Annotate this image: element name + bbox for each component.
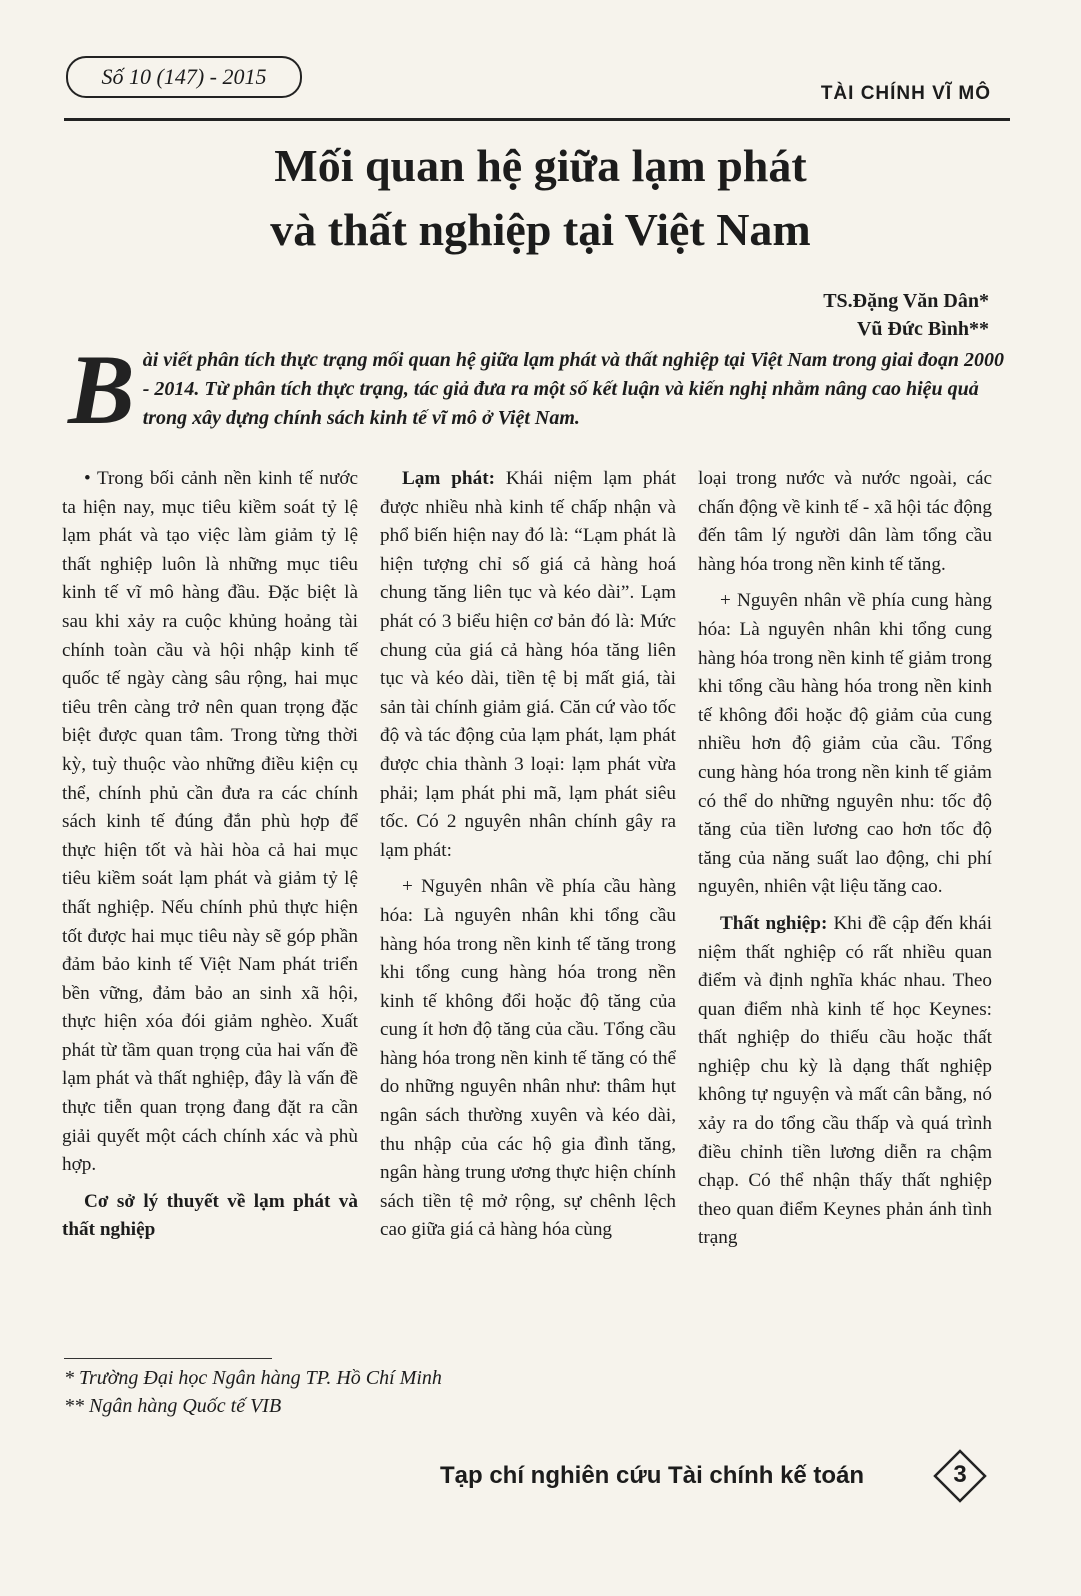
inflation-lead: Lạm phát: [402, 468, 495, 489]
title-line-2: và thất nghiệp tại Việt Nam [270, 204, 811, 255]
footnote-2: ** Ngân hàng Quốc tế VIB [64, 1395, 282, 1417]
footnote-1: * Trường Đại học Ngân hàng TP. Hồ Chí Minh [64, 1367, 442, 1389]
inflation-text: Khái niệm lạm phát được nhiều nhà kinh tế chấp nhận và phổ biến hiện nay đó là: “Lạm phát là hiện tượng chỉ số giá cả hàng hoá chung tăng liên tục và kéo dài”. Lạm phát có 3 biểu hiện cơ bản đó là: Mức chung của giá cả hàng hóa tăng liên tục và kéo dài, tiền tệ bị mất giá, tài sản tài chính giảm giá. Căn cứ vào tốc độ và tác động của lạm phát, lạm phát được chia thành 3 loại: lạm phát vừa phải; lạm phát phi mã, lạm phát siêu tốc. Có 2 nguyên nhân chính gây ra lạm phát: [380, 468, 676, 861]
unemployment-paragraph [698, 910, 992, 1253]
abstract-text: ài viết phân tích thực trạng mối quan hệ giữa lạm phát và thất nghiệp tại Việt Nam trong giai đoạn 2000 - 2014. Từ phân tích thực trạng, tác giả đưa ra một số kết luận và kiến nghị nhằm nâng cao hiệu quả trong xây dựng chính sách kinh tế vĩ mô ở Việt Nam. [142, 349, 1005, 429]
column-3 [698, 465, 992, 1261]
demand-cause-paragraph: + Nguyên nhân về phía cầu hàng hóa: Là nguyên nhân khi tổng cầu hàng hóa trong nền kinh tế tăng trong khi tổng cung hàng hóa trong nền kinh tế không đổi hoặc độ tăng của cung ít hơn độ tăng của cầu. Tổng cầu hàng hóa trong nền kinh tế tăng có thể do những nguyên nhân như: thâm hụt ngân sách thường xuyên và kéo dài, thu nhập của các hộ gia đình tăng, ngân hàng trung ương thực hiện chính sách tiền tệ mở rộng, sự chênh lệch cao giữa giá cả hàng hóa cùng [380, 876, 676, 1241]
section-label: TÀI CHÍNH VĨ MÔ [820, 83, 991, 104]
column-2 [380, 465, 676, 1253]
page-number-badge [932, 1448, 988, 1504]
author-2: Vũ Đức Bình** [856, 318, 989, 340]
intro-paragraph: • Trong bối cảnh nền kinh tế nước ta hiện nay, mục tiêu kiềm soát tỷ lệ lạm phát và tạo việc làm giảm tỷ lệ thất nghiệp luôn là những mục tiêu kinh tế vĩ mô hàng đầu. Đặc biệt là sau khi xảy ra cuộc khủng hoảng tài chính toàn cầu và hội nhập kinh tế quốc tế ngày càng sâu rộng, hai mục tiêu trên càng trở nên quan trọng đặc biệt được quan tâm. Trong từng thời kỳ, tuỳ thuộc vào những điều kiện cụ thể, chính phủ cần đưa ra các chính sách kinh tế đúng đắn phù hợp để thực hiện tốt và hài hòa cả hai mục tiêu kiềm soát lạm phát và giảm tỷ lệ thất nghiệp. Nếu chính phủ thực hiện tốt được hai mục tiêu này sẽ góp phần đảm bảo kinh tế Việt Nam phát triển bền vững, đảm bảo an sinh xã hội, thực hiện xóa đói giảm nghèo. Xuất phát từ tầm quan trọng của hai vấn đề lạm phát và thất nghiệp, đây là vấn đề thực tiễn quan trọng đang đặt ra cần giải quyết một cách chính xác và phù hợp. [62, 468, 358, 1176]
unemployment-text: Khi đề cập đến khái niệm thất nghiệp có rất nhiều quan điểm và định nghĩa khác nhau. Theo quan điểm nhà kinh tế học Keynes: thất nghiệp do thiếu cầu hoặc thất nghiệp chu kỳ là dạng thất nghiệp không tự nguyện và mất cân bằng, nó xảy ra do tổng cầu thấp và quá trình điều chỉnh tiền lương diễn ra chậm chạp. Có thể nhận thấy thất nghiệp theo quan điểm Keynes phản ánh tình trạng [698, 912, 992, 1249]
section-heading: Cơ sở lý thuyết về lạm phát và thất nghiệp [62, 1190, 358, 1241]
journal-name: Tạp chí nghiên cứu Tài chính kế toán [440, 1462, 865, 1489]
footnotes [64, 1364, 442, 1420]
drop-cap: B [68, 334, 135, 445]
unemployment-lead: Thất nghiệp: [720, 912, 828, 934]
title-line-1: Mối quan hệ giữa lạm phát [274, 140, 807, 191]
page-number: 3 [953, 1461, 967, 1488]
supply-cause-paragraph: + Nguyên nhân về phía cung hàng hóa: Là nguyên nhân khi tổng cung hàng hóa trong nền kinh tế giảm trong khi tổng cầu hàng hóa trong nền kinh tế không đổi hoặc độ giảm của cung nhiều hơn độ giảm của cầu. Tổng cung hàng hóa trong nền kinh tế giảm có thể do những nguyên nhu: tốc độ tăng của tiền lương cao hơn tốc độ tăng của năng suất lao động, chi phí nguyên, nhiên vật liệu tăng cao. [698, 590, 992, 898]
inflation-paragraph [380, 465, 676, 865]
article-title [120, 134, 961, 262]
author-1: TS.Đặng Văn Dân* [823, 290, 989, 312]
author-block [823, 287, 989, 343]
header-divider [64, 118, 1010, 121]
column-1 [62, 465, 358, 1253]
abstract [64, 334, 1010, 445]
issue-badge: Số 10 (147) - 2015 [66, 56, 302, 98]
footnote-divider [64, 1358, 272, 1359]
continuation-paragraph: loại trong nước và nước ngoài, các chấn động về kinh tế - xã hội tác động đến tâm lý người dân làm tổng cầu hàng hóa trong nền kinh tế tăng. [698, 468, 992, 575]
